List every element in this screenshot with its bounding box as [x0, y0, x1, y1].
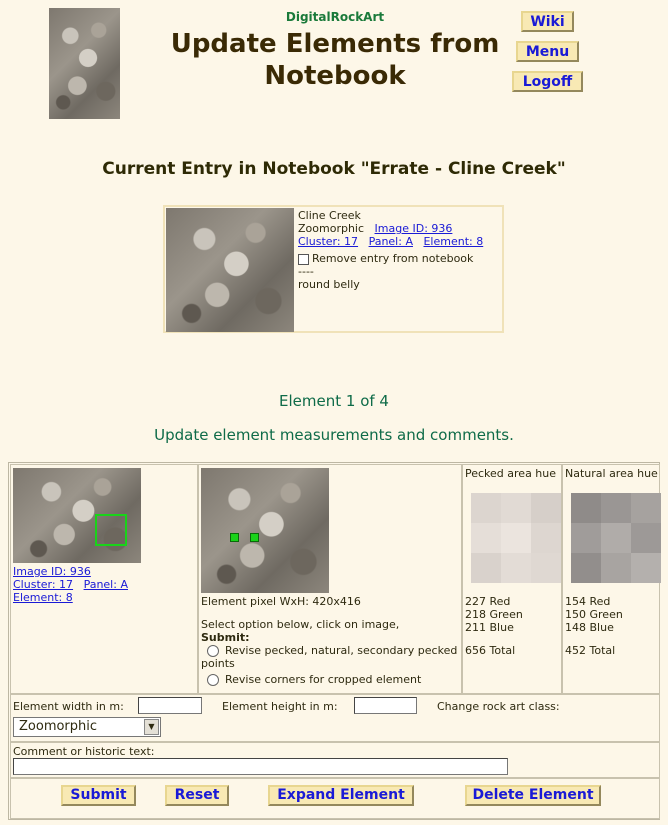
- delete-element-button[interactable]: Delete Element: [465, 785, 601, 806]
- pecked-swatch-tile: [501, 553, 531, 583]
- pecked-hue-swatch: [471, 493, 561, 583]
- notebook-entry: [163, 205, 504, 333]
- natural-swatch-tile: [631, 493, 661, 523]
- natural-swatch-tile: [631, 523, 661, 553]
- update-message: Update element measurements and comments.: [154, 426, 514, 444]
- height-input[interactable]: [354, 697, 417, 714]
- element-image[interactable]: [201, 468, 329, 593]
- notebook-heading: Current Entry in Notebook "Errate - Cline Creek": [102, 159, 566, 179]
- pecked-swatch-tile: [501, 523, 531, 553]
- brand-name: DigitalRockArt: [285, 10, 385, 24]
- width-input[interactable]: [138, 697, 202, 714]
- logoff-button[interactable]: Logoff: [512, 71, 583, 92]
- site-element-link[interactable]: Element: 8: [13, 591, 73, 604]
- natural-swatch-tile: [571, 523, 601, 553]
- remove-entry-label: Remove entry from notebook: [312, 252, 474, 265]
- height-label: Element height in m:: [222, 700, 338, 713]
- entry-comment: round belly: [298, 278, 360, 291]
- natural-swatch-tile: [571, 493, 601, 523]
- entry-separator: ----: [298, 265, 314, 278]
- measurements-row: [10, 694, 660, 742]
- site-image[interactable]: [13, 468, 141, 563]
- pecked-swatch-tile: [471, 523, 501, 553]
- expand-element-button[interactable]: Expand Element: [268, 785, 414, 806]
- submit-instruction: Submit: [201, 631, 246, 644]
- rock-art-class-select[interactable]: [13, 717, 161, 737]
- natural-point-marker[interactable]: [250, 533, 259, 542]
- action-buttons-row: [10, 778, 660, 819]
- pecked-swatch-tile: [531, 523, 561, 553]
- pecked-swatch-tile: [531, 493, 561, 523]
- revise-points-radio[interactable]: [207, 645, 219, 657]
- natural-swatch-tile: [601, 523, 631, 553]
- pecked-red: 227 Red: [465, 595, 511, 608]
- logo-image: [49, 8, 120, 119]
- site-panel-link[interactable]: Panel: A: [83, 578, 128, 591]
- reset-button[interactable]: Reset: [165, 785, 229, 806]
- page-title: Update Elements from Notebook: [170, 29, 500, 91]
- pecked-hue-cell: [462, 464, 562, 694]
- pecked-swatch-tile: [471, 493, 501, 523]
- revise-corners-radio[interactable]: [207, 674, 219, 686]
- class-label: Change rock art class:: [437, 700, 560, 713]
- entry-panel-link[interactable]: Panel: A: [368, 235, 413, 248]
- pecked-swatch-tile: [531, 553, 561, 583]
- site-image-cell: [10, 464, 198, 694]
- entry-image-id-link[interactable]: Image ID: 936: [374, 222, 453, 235]
- chevron-down-icon[interactable]: ▼: [144, 719, 159, 735]
- natural-red: 154 Red: [565, 595, 611, 608]
- natural-green: 150 Green: [565, 608, 623, 621]
- entry-thumbnail[interactable]: [166, 208, 294, 332]
- element-pixel-size: Element pixel WxH: 420x416: [201, 595, 361, 608]
- element-form-table: [8, 462, 660, 820]
- width-label: Element width in m:: [13, 700, 124, 713]
- pecked-hue-title: Pecked area hue: [465, 467, 557, 480]
- comment-input[interactable]: [13, 758, 508, 775]
- pecked-green: 218 Green: [465, 608, 523, 621]
- entry-site: Cline Creek: [298, 209, 361, 222]
- entry-element-link[interactable]: Element: 8: [423, 235, 484, 248]
- menu-button[interactable]: Menu: [516, 41, 579, 62]
- natural-swatch-tile: [601, 553, 631, 583]
- rock-art-class-value: Zoomorphic: [19, 719, 98, 734]
- remove-entry-checkbox[interactable]: [298, 254, 309, 265]
- natural-hue-cell: [562, 464, 660, 694]
- element-instructions: Select option below, click on image,: [201, 618, 400, 631]
- revise-corners-label: Revise corners for cropped element: [225, 673, 422, 686]
- comment-row: [10, 742, 660, 778]
- natural-swatch-tile: [601, 493, 631, 523]
- revise-points-label: Revise pecked, natural, secondary pecked points: [201, 644, 458, 670]
- natural-total: 452 Total: [565, 644, 616, 657]
- submit-button[interactable]: Submit: [61, 785, 136, 806]
- entry-cluster-link[interactable]: Cluster: 17: [298, 235, 359, 248]
- wiki-button[interactable]: Wiki: [521, 11, 574, 32]
- pecked-blue: 211 Blue: [465, 621, 514, 634]
- element-location-box: [95, 514, 127, 546]
- site-cluster-link[interactable]: Cluster: 17: [13, 578, 74, 591]
- pecked-swatch-tile: [501, 493, 531, 523]
- comment-label: Comment or historic text:: [13, 745, 155, 758]
- entry-class: Zoomorphic: [298, 222, 365, 235]
- natural-hue-title: Natural area hue: [565, 467, 658, 480]
- site-image-id-link[interactable]: Image ID: 936: [13, 565, 91, 578]
- pecked-total: 656 Total: [465, 644, 516, 657]
- element-count: Element 1 of 4: [279, 392, 389, 410]
- pecked-point-marker[interactable]: [230, 533, 239, 542]
- natural-swatch-tile: [631, 553, 661, 583]
- pecked-swatch-tile: [471, 553, 501, 583]
- natural-blue: 148 Blue: [565, 621, 614, 634]
- element-image-cell: Element pixel WxH: 420x416 Select option below, click on image, Submit: Revise pecked, natural, secondary pecked points Revise corners for cropped element: [198, 464, 462, 694]
- natural-hue-swatch: [571, 493, 661, 583]
- natural-swatch-tile: [571, 553, 601, 583]
